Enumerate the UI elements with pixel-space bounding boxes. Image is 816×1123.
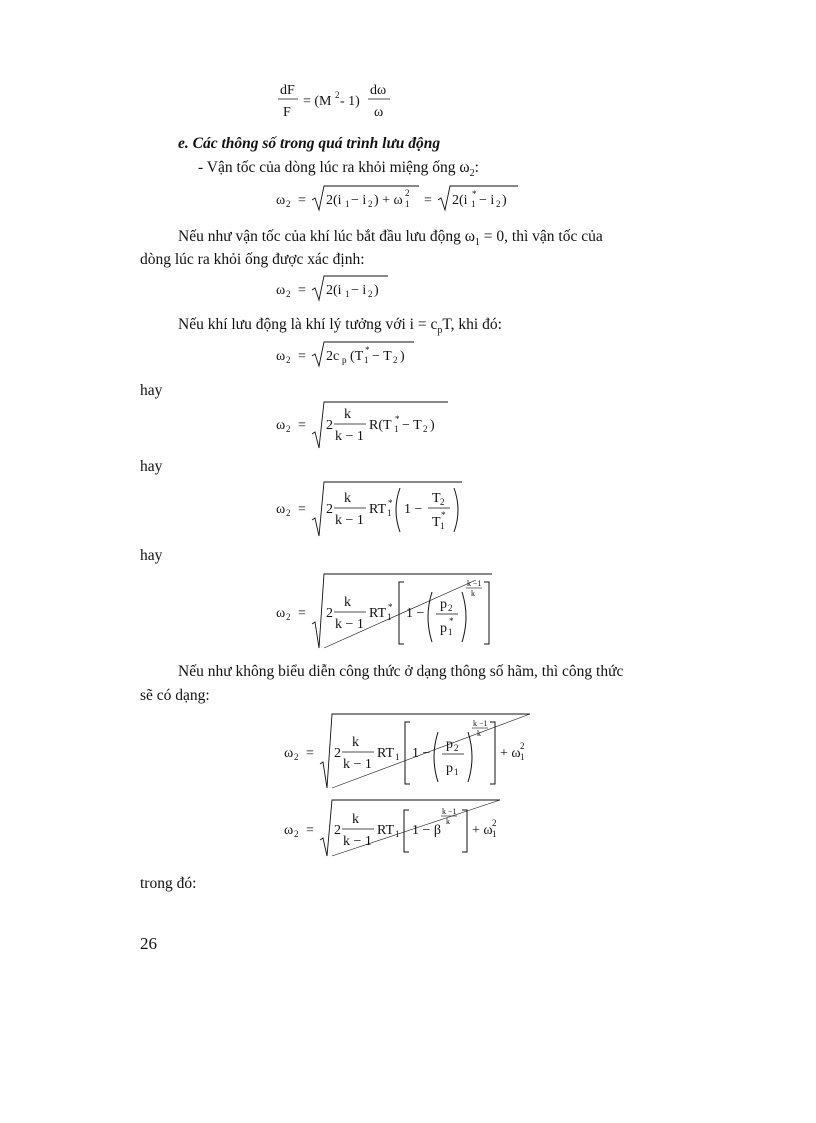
svg-text:RT: RT — [369, 606, 387, 621]
hay-2: hay — [140, 458, 163, 475]
svg-text:p: p — [446, 761, 453, 776]
svg-text:2: 2 — [440, 497, 445, 507]
svg-text:) + ω: ) + ω — [374, 193, 403, 208]
svg-text:2: 2 — [405, 188, 410, 198]
svg-text:k: k — [352, 812, 359, 827]
svg-text:2: 2 — [423, 424, 428, 434]
svg-text:1 −: 1 − — [412, 746, 431, 761]
svg-text:ω: ω — [276, 283, 286, 298]
equation-exit-velocity-temperature-ratio — [276, 480, 476, 545]
svg-text:1 −: 1 − — [406, 606, 425, 621]
svg-text:2: 2 — [334, 823, 341, 838]
equation-exit-velocity-enthalpy — [276, 184, 526, 219]
svg-text:ω: ω — [374, 105, 384, 120]
svg-text:ω: ω — [276, 418, 286, 433]
svg-text:2: 2 — [326, 606, 333, 621]
svg-text:= (M: = (M — [303, 94, 332, 109]
svg-text:k: k — [344, 407, 351, 422]
svg-text:- 1): - 1) — [340, 94, 360, 109]
p1-sub: 2 — [469, 168, 475, 180]
svg-text:p: p — [440, 621, 447, 636]
svg-text:=: = — [298, 193, 306, 208]
svg-text:1 −: 1 − — [404, 502, 423, 517]
svg-text:ω: ω — [284, 823, 294, 838]
svg-text:RT: RT — [377, 823, 395, 838]
p1-end: : — [474, 159, 479, 176]
svg-text:): ) — [502, 193, 507, 208]
svg-text:*: * — [388, 498, 393, 508]
svg-text:*: * — [388, 602, 393, 612]
svg-text:− T: − T — [372, 349, 392, 364]
svg-text:2: 2 — [294, 752, 299, 762]
svg-text:): ) — [400, 349, 405, 364]
equation-exit-velocity-cp — [276, 340, 426, 375]
svg-text:1: 1 — [387, 508, 392, 518]
p2-line1: Nếu như vận tốc của khí lúc bắt đầu lưu động $\omega_1 = 0$, thì vận tốc của — [178, 228, 603, 249]
svg-text:1: 1 — [520, 752, 525, 762]
section-heading — [178, 134, 440, 154]
svg-text:2: 2 — [335, 90, 340, 100]
svg-text:k: k — [344, 595, 351, 610]
svg-text:k −1: k −1 — [467, 579, 482, 588]
svg-text:2: 2 — [393, 355, 398, 365]
svg-text:*: * — [472, 189, 477, 199]
equation-exit-velocity-pressure-ratio — [276, 572, 506, 657]
svg-text:2: 2 — [454, 743, 459, 753]
svg-text:2: 2 — [368, 289, 373, 299]
svg-text:k − 1: k − 1 — [335, 513, 364, 528]
svg-text:1: 1 — [394, 424, 399, 434]
svg-text:k: k — [471, 589, 475, 598]
paragraph-ideal-gas: Nếu khí lưu động là khí lý tưởng với $i = c_pT$, khi đó: — [178, 316, 502, 337]
svg-text:): ) — [374, 283, 379, 298]
svg-text:=: = — [306, 746, 314, 761]
svg-text:=: = — [298, 349, 306, 364]
svg-text:k: k — [344, 491, 351, 506]
svg-text:2: 2 — [448, 603, 453, 613]
svg-text:1: 1 — [448, 627, 453, 637]
svg-text:p: p — [342, 355, 347, 365]
svg-text:k −1: k −1 — [442, 807, 457, 816]
svg-text:2: 2 — [286, 424, 291, 434]
svg-text:p: p — [446, 737, 453, 752]
svg-text:2: 2 — [496, 199, 501, 209]
svg-text:1: 1 — [395, 829, 400, 839]
svg-text:): ) — [430, 418, 435, 433]
svg-text:2: 2 — [294, 829, 299, 839]
paragraph-exit-velocity — [198, 158, 479, 184]
svg-text:k: k — [446, 817, 450, 826]
svg-text:F: F — [283, 105, 291, 120]
hay-1: hay — [140, 382, 163, 399]
svg-text:dω: dω — [370, 83, 387, 98]
svg-text:1: 1 — [387, 612, 392, 622]
svg-text:ω: ω — [284, 746, 294, 761]
svg-text:2(i: 2(i — [452, 193, 468, 208]
svg-text:k: k — [352, 735, 359, 750]
svg-text:=: = — [298, 502, 306, 517]
svg-text:k −1: k −1 — [473, 719, 488, 728]
svg-text:1: 1 — [395, 752, 400, 762]
svg-text:=: = — [424, 193, 432, 208]
paragraph-zero-initial-velocity-line2: dòng lúc ra khỏi ống được xác định: — [140, 251, 365, 268]
svg-text:R(T: R(T — [369, 418, 392, 433]
svg-text:1: 1 — [440, 521, 445, 531]
svg-text:2: 2 — [492, 818, 497, 828]
svg-text:2(i: 2(i — [326, 283, 342, 298]
page-number: 26 — [140, 934, 157, 953]
svg-text:=: = — [298, 606, 306, 621]
svg-text:dF: dF — [280, 83, 295, 98]
svg-text:k − 1: k − 1 — [343, 757, 372, 772]
svg-text:p: p — [440, 597, 447, 612]
section-heading-text: e. Các thông số trong quá trình lưu động — [178, 135, 441, 152]
svg-text:2: 2 — [286, 612, 291, 622]
svg-text:1: 1 — [345, 199, 350, 209]
svg-text:2: 2 — [334, 746, 341, 761]
svg-text:T: T — [432, 491, 441, 506]
svg-text:=: = — [298, 418, 306, 433]
svg-text:T: T — [432, 515, 441, 530]
svg-text:− i: − i — [351, 283, 367, 298]
svg-text:ω: ω — [276, 193, 286, 208]
svg-text:*: * — [365, 345, 370, 355]
svg-text:1: 1 — [471, 199, 476, 209]
svg-text:− i: − i — [479, 193, 495, 208]
svg-text:=: = — [306, 823, 314, 838]
svg-text:k: k — [477, 729, 481, 738]
svg-text:*: * — [449, 616, 454, 626]
svg-text:RT: RT — [377, 746, 395, 761]
paragraph-non-stagnation-form-line2: sẽ có dạng: — [140, 687, 210, 704]
svg-text:+ ω: + ω — [500, 746, 521, 761]
svg-text:RT: RT — [369, 502, 387, 517]
svg-text:2: 2 — [286, 199, 291, 209]
svg-text:2: 2 — [368, 199, 373, 209]
p1-text: - Vận tốc của dòng lúc ra khỏi miệng ống ω — [198, 159, 470, 176]
hay-3: hay — [140, 547, 163, 564]
svg-text:1: 1 — [454, 767, 459, 777]
svg-text:k − 1: k − 1 — [335, 429, 364, 444]
equation-area-velocity — [278, 80, 408, 129]
svg-text:2c: 2c — [326, 349, 340, 364]
svg-text:2: 2 — [286, 355, 291, 365]
svg-text:1 − β: 1 − β — [412, 823, 442, 838]
svg-text:=: = — [298, 283, 306, 298]
svg-text:1: 1 — [345, 289, 350, 299]
svg-text:ω: ω — [276, 606, 286, 621]
svg-text:2: 2 — [520, 741, 525, 751]
svg-text:k − 1: k − 1 — [343, 834, 372, 849]
svg-text:1: 1 — [492, 829, 497, 839]
svg-text:2: 2 — [286, 508, 291, 518]
svg-text:1: 1 — [405, 199, 410, 209]
svg-text:ω: ω — [276, 502, 286, 517]
svg-text:2: 2 — [326, 502, 333, 517]
equation-exit-velocity-simple — [276, 274, 406, 309]
paragraph-non-stagnation-form: Nếu như không biểu diễn công thức ở dạng thông số hãm, thì công thức — [178, 663, 624, 680]
svg-text:(T: (T — [350, 349, 364, 364]
svg-text:+ ω: + ω — [472, 823, 493, 838]
svg-text:2: 2 — [326, 418, 333, 433]
equation-exit-velocity-kR — [276, 400, 466, 455]
equation-exit-velocity-with-initial — [284, 712, 544, 797]
svg-text:2: 2 — [286, 289, 291, 299]
svg-text:− T: − T — [402, 418, 422, 433]
svg-text:− i: − i — [351, 193, 367, 208]
svg-text:1: 1 — [364, 355, 369, 365]
trong-do: trong đó: — [140, 875, 197, 892]
svg-text:ω: ω — [276, 349, 286, 364]
svg-text:*: * — [441, 510, 446, 520]
svg-text:*: * — [395, 414, 400, 424]
svg-text:k − 1: k − 1 — [335, 617, 364, 632]
equation-exit-velocity-beta — [284, 798, 524, 865]
svg-text:2(i: 2(i — [326, 193, 342, 208]
